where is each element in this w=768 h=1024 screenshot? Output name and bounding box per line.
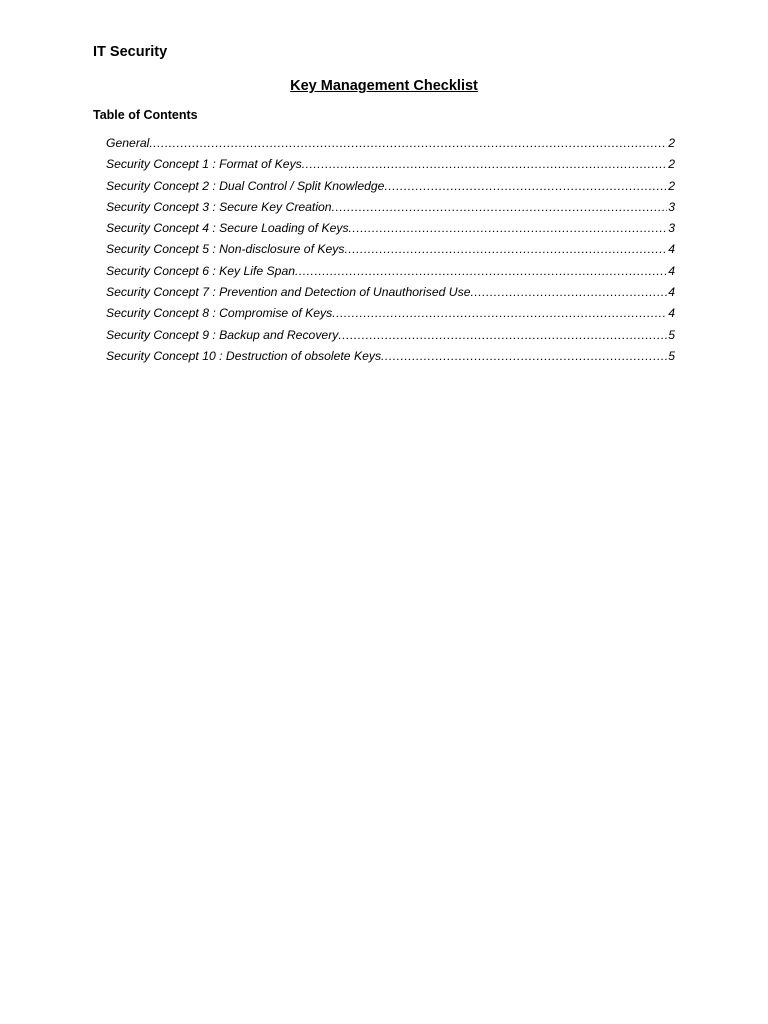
toc-entry-security-concept-1[interactable] xyxy=(106,156,675,177)
toc-entry-label: Security Concept 3 : Secure Key Creation xyxy=(106,199,332,214)
toc-entry-label: Security Concept 10 : Destruction of obsolete Keys xyxy=(106,348,382,363)
toc-entry-page-number: 4 xyxy=(668,263,675,278)
toc-entry-label: Security Concept 2 : Dual Control / Split Knowledge xyxy=(106,178,385,193)
toc-entry-security-concept-4[interactable] xyxy=(106,220,675,241)
toc-dot-leader xyxy=(149,135,667,152)
toc-entry-label: Security Concept 6 : Key Life Span xyxy=(106,263,296,278)
toc-entry-label: Security Concept 1 : Format of Keys xyxy=(106,157,302,172)
table-of-contents xyxy=(106,135,675,369)
header-title: IT Security xyxy=(93,44,168,60)
toc-entry-security-concept-9[interactable] xyxy=(106,327,675,348)
toc-entry-label: Security Concept 4 : Secure Loading of Keys xyxy=(106,221,349,236)
toc-dot-leader xyxy=(302,156,667,173)
toc-entry-label: Security Concept 8 : Compromise of Keys xyxy=(106,306,333,321)
toc-entry-page-number: 4 xyxy=(668,285,675,300)
toc-entry-security-concept-2[interactable] xyxy=(106,178,675,199)
toc-dot-leader xyxy=(381,348,667,365)
document-title: Key Management Checklist xyxy=(290,78,478,94)
toc-entry-label: Security Concept 7 : Prevention and Detection of Unauthorised Use xyxy=(106,285,471,300)
toc-dot-leader xyxy=(338,327,667,344)
toc-entry-label: Security Concept 9 : Backup and Recovery xyxy=(106,327,339,342)
toc-dot-leader xyxy=(344,241,667,258)
toc-entry-security-concept-10[interactable] xyxy=(106,348,675,369)
toc-entry-page-number: 3 xyxy=(668,221,675,236)
toc-dot-leader xyxy=(295,263,667,280)
toc-dot-leader xyxy=(470,284,667,301)
toc-dot-leader xyxy=(349,220,668,237)
toc-entry-security-concept-7[interactable] xyxy=(106,284,675,305)
toc-dot-leader xyxy=(332,199,668,216)
toc-heading: Table of Contents xyxy=(93,108,198,122)
toc-entry-page-number: 3 xyxy=(668,199,675,214)
toc-entry-page-number: 2 xyxy=(668,136,675,150)
toc-entry-label: Security Concept 5 : Non-disclosure of Keys xyxy=(106,242,345,257)
toc-entry-page-number: 5 xyxy=(668,327,675,342)
toc-entry-page-number: 4 xyxy=(668,306,675,321)
toc-entry-general[interactable] xyxy=(106,135,675,156)
toc-entry-page-number: 2 xyxy=(668,178,675,193)
toc-dot-leader xyxy=(332,305,667,322)
toc-entry-security-concept-5[interactable] xyxy=(106,241,675,262)
toc-entry-page-number: 2 xyxy=(668,157,675,172)
toc-entry-security-concept-3[interactable] xyxy=(106,199,675,220)
toc-entry-page-number: 5 xyxy=(668,348,675,363)
toc-entry-security-concept-8[interactable] xyxy=(106,305,675,326)
toc-entry-security-concept-6[interactable] xyxy=(106,263,675,284)
toc-entry-label: General xyxy=(106,136,150,150)
toc-entry-page-number: 4 xyxy=(668,242,675,257)
toc-dot-leader xyxy=(384,178,667,195)
